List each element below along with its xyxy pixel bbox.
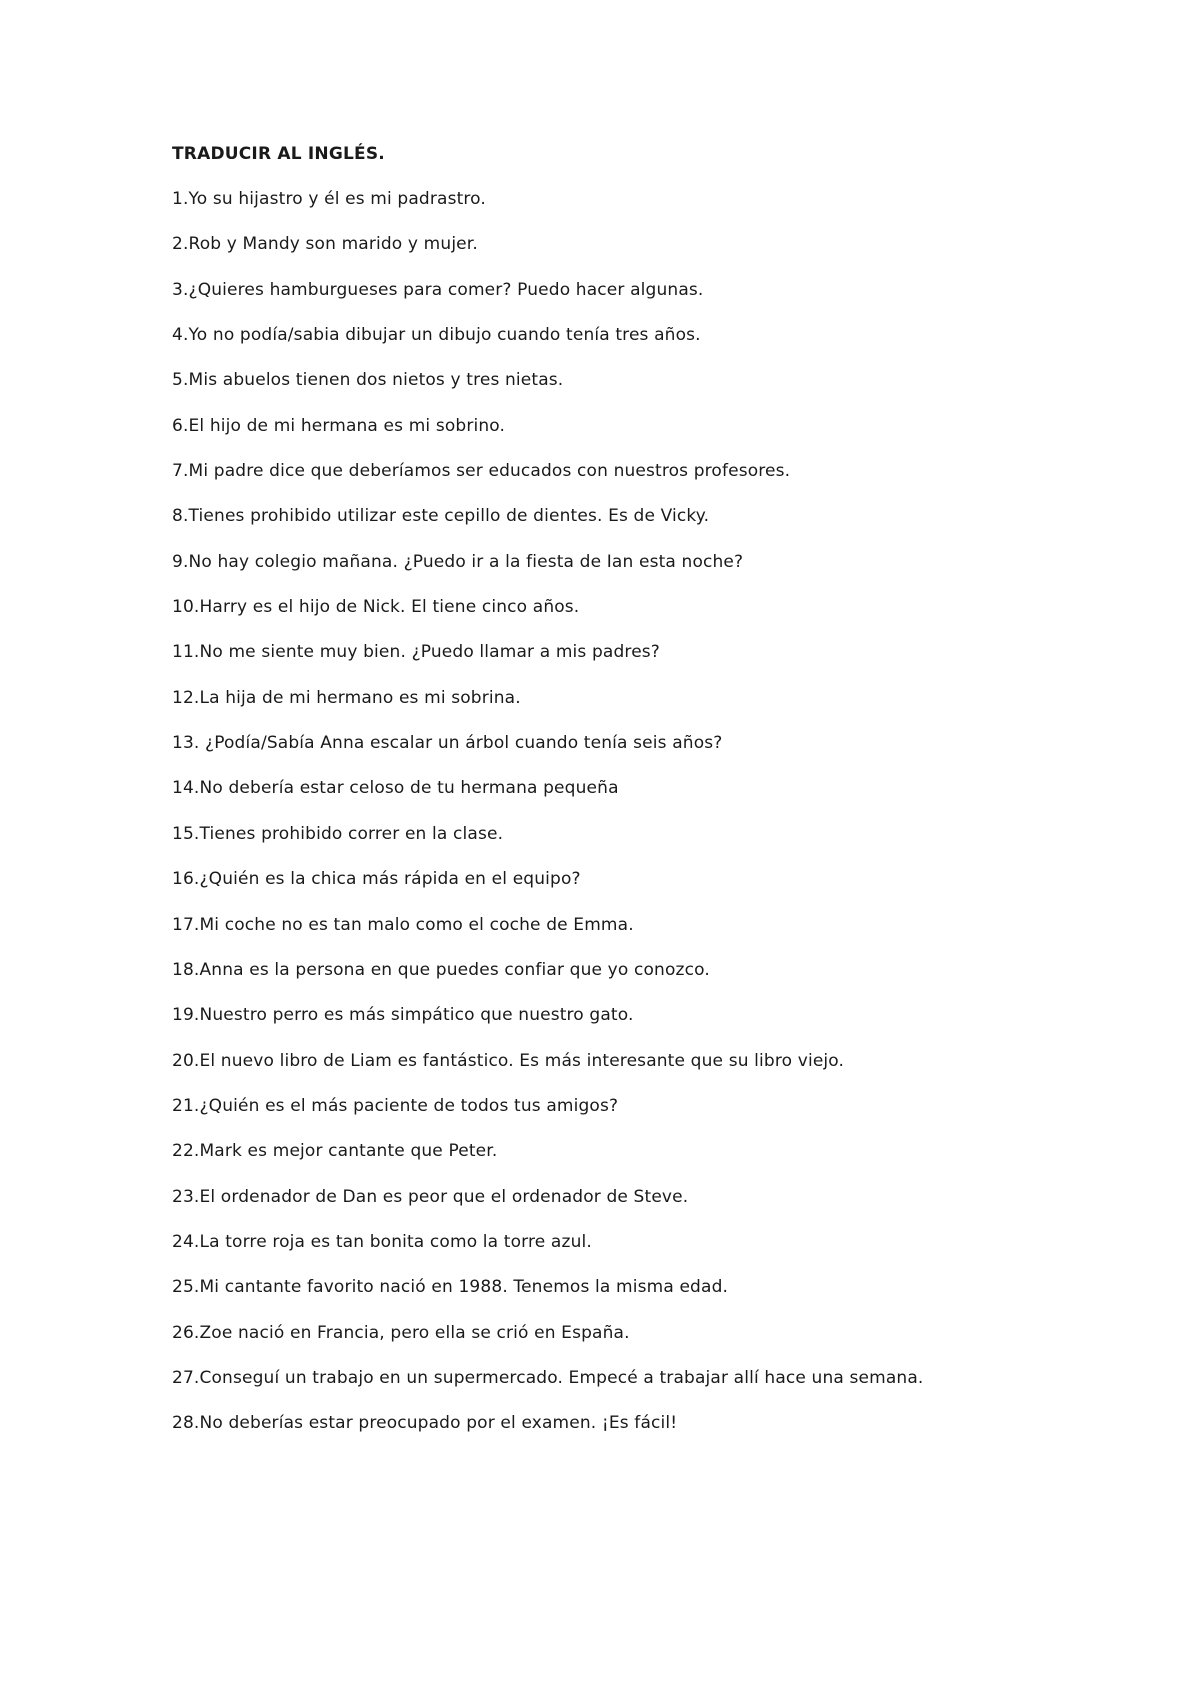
sentence-item-24: 24.La torre roja es tan bonita como la torre azul. (172, 1231, 592, 1252)
sentence-item-15: 15.Tienes prohibido correr en la clase. (172, 823, 504, 844)
sentence-item-10: 10.Harry es el hijo de Nick. El tiene cinco años. (172, 597, 580, 618)
sentence-item-19: 19.Nuestro perro es más simpático que nuestro gato. (172, 1005, 634, 1026)
sentence-item-17: 17.Mi coche no es tan malo como el coche de Emma. (172, 914, 634, 935)
sentence-item-12: 12.La hija de mi hermano es mi sobrina. (172, 687, 521, 708)
sentence-item-6: 6.El hijo de mi hermana es mi sobrino. (172, 415, 506, 436)
sentence-item-4: 4.Yo no podía/sabia dibujar un dibujo cuando tenía tres años. (172, 325, 701, 346)
sentence-item-9: 9.No hay colegio mañana. ¿Puedo ir a la fiesta de Ian esta noche? (172, 551, 744, 572)
sentence-item-14: 14.No debería estar celoso de tu hermana pequeña (172, 778, 619, 799)
sentence-item-8: 8.Tienes prohibido utilizar este cepillo de dientes. Es de Vicky. (172, 506, 710, 527)
sentence-item-20: 20.El nuevo libro de Liam es fantástico. Es más interesante que su libro viejo. (172, 1050, 845, 1071)
sentence-item-3: 3.¿Quieres hamburgueses para comer? Puedo hacer algunas. (172, 279, 704, 300)
sentence-item-1: 1.Yo su hijastro y él es mi padrastro. (172, 189, 486, 209)
sentence-item-28: 28.No deberías estar preocupado por el examen. ¡Es fácil! (172, 1413, 678, 1434)
sentence-item-21: 21.¿Quién es el más paciente de todos tus amigos? (172, 1095, 619, 1116)
document-title: TRADUCIR AL INGLÉS. (172, 144, 385, 164)
sentence-list (172, 188, 1152, 1434)
document-content (172, 143, 1152, 1458)
sentence-item-16: 16.¿Quién es la chica más rápida en el equipo? (172, 869, 581, 890)
sentence-item-7: 7.Mi padre dice que deberíamos ser educados con nuestros profesores. (172, 461, 791, 482)
sentence-item-25: 25.Mi cantante favorito nació en 1988. Tenemos la misma edad. (172, 1277, 729, 1298)
sentence-item-13: 13. ¿Podía/Sabía Anna escalar un árbol cuando tenía seis años? (172, 733, 723, 754)
sentence-item-27: 27.Conseguí un trabajo en un supermercado. Empecé a trabajar allí hace una semana. (172, 1367, 924, 1388)
sentence-item-18: 18.Anna es la persona en que puedes confiar que yo conozco. (172, 959, 710, 980)
sentence-item-2: 2.Rob y Mandy son marido y mujer. (172, 234, 478, 255)
sentence-item-22: 22.Mark es mejor cantante que Peter. (172, 1141, 498, 1162)
sentence-item-11: 11.No me siente muy bien. ¿Puedo llamar a mis padres? (172, 642, 660, 663)
sentence-item-26: 26.Zoe nació en Francia, pero ella se crió en España. (172, 1322, 630, 1343)
sentence-item-23: 23.El ordenador de Dan es peor que el ordenador de Steve. (172, 1186, 689, 1207)
sentence-item-5: 5.Mis abuelos tienen dos nietos y tres nietas. (172, 370, 564, 391)
